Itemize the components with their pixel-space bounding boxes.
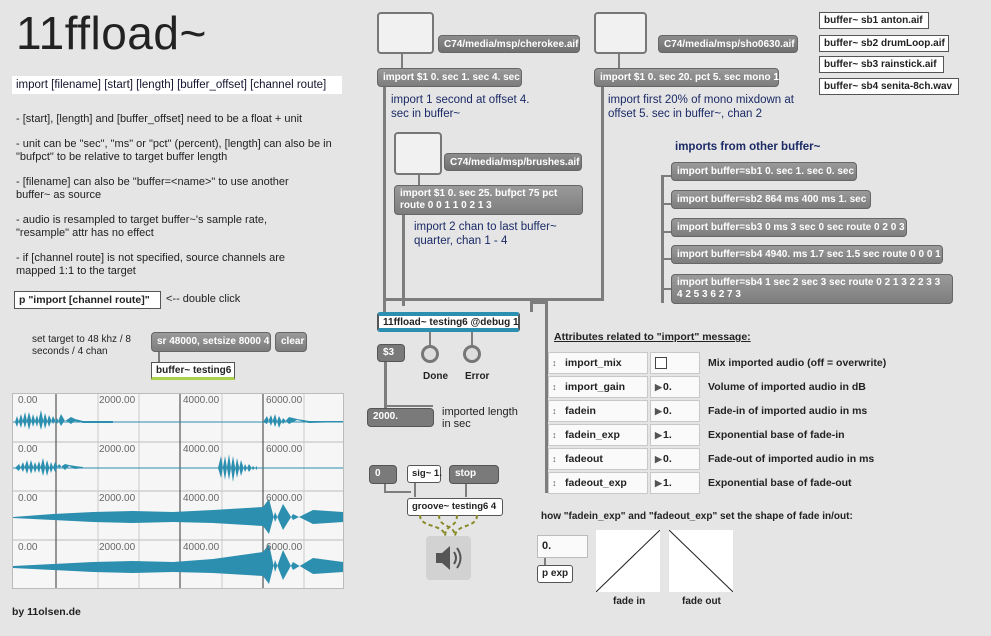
drop-file-3[interactable] (394, 132, 442, 175)
import-buffer-sb4-route[interactable]: import buffer=sb4 1 sec 2 sec 3 sec route 0 2 1 3 2 2 3 3 4 2 5 3 6 2 7 3 (671, 274, 953, 304)
file-path-2[interactable]: C74/media/msp/sho0630.aif (658, 35, 798, 53)
clear-message[interactable]: clear (275, 332, 307, 352)
wave-tick-6000-ch2: 6000.00 (266, 444, 303, 455)
error-led[interactable] (463, 345, 481, 363)
dollar-three-message[interactable]: $3 (377, 344, 405, 362)
file-path-1[interactable]: C74/media/msp/cherokee.aif (438, 35, 580, 53)
fade-in-label: fade in (613, 596, 646, 607)
buffer-testing6[interactable]: buffer~ testing6 (151, 362, 235, 380)
note-5: - if [channel route] is not specified, source channels are mapped 1:1 to the target (16, 252, 286, 277)
wave-tick-0-ch4: 0.00 (18, 542, 38, 553)
p-exp-object[interactable]: p exp (537, 565, 573, 583)
buffer-sb3[interactable]: buffer~ sb3 rainstick.aif (819, 56, 944, 73)
attr-desc-fadeout: Fade-out of imported audio in ms (708, 453, 875, 465)
attr-fadein-exp[interactable]: ↕ fadein_exp (548, 424, 648, 446)
import-buffer-sb4[interactable]: import buffer=sb4 4940. ms 1.7 sec 1.5 sec route 0 0 0 1 (671, 245, 943, 264)
imported-length-value[interactable]: 2000. (367, 408, 434, 427)
attr-fadeout[interactable]: ↕ fadeout (548, 448, 648, 470)
attr-label: fadein (565, 405, 596, 417)
drop-file-1[interactable] (377, 12, 434, 54)
fadein-number[interactable]: ▶ 0. (650, 400, 700, 422)
fade-out-label: fade out (682, 596, 721, 607)
import-mix-toggle[interactable] (650, 352, 700, 374)
wave-tick-0: 0.00 (18, 395, 38, 406)
set-target-message[interactable]: sr 48000, setsize 8000 4 (151, 332, 271, 352)
note-4: - audio is resampled to target buffer~'s sample rate, "resample" attr has no effect (16, 214, 268, 239)
footer-credit: by 11olsen.de (12, 606, 81, 618)
waveform-channels (13, 394, 343, 588)
attr-value: 0. (663, 405, 672, 417)
sig-object[interactable]: sig~ 1. (407, 465, 441, 483)
fade-out-display (669, 530, 733, 592)
import-buffer-sb2[interactable]: import buffer=sb2 864 ms 400 ms 1. sec (671, 190, 871, 209)
attr-desc-fadein: Fade-in of imported audio in ms (708, 405, 868, 417)
set-target-comment: set target to 48 khz / 8 seconds / 4 chan (32, 334, 131, 357)
wave-tick-2000: 2000.00 (99, 395, 136, 406)
wave-tick-0-ch2: 0.00 (18, 444, 38, 455)
fadeout-number[interactable]: ▶ 0. (650, 448, 700, 470)
drop-file-2[interactable] (594, 12, 647, 54)
import-message-2[interactable]: import $1 0. sec 20. pct 5. sec mono 1 (594, 68, 779, 87)
attr-desc-fadein-exp: Exponential base of fade-in (708, 429, 845, 441)
zero-message[interactable]: 0 (369, 465, 397, 484)
ffload-object[interactable]: 11ffload~ testing6 @debug 1 (377, 312, 520, 332)
attr-value: 0. (663, 381, 672, 393)
import-message-3[interactable]: import $1 0. sec 25. bufpct 75 pct route 0 0 1 1 0 2 1 3 (394, 185, 583, 215)
note-3: - [filename] can also be "buffer=<name>" to use another buffer~ as source (16, 176, 289, 201)
wave-tick-0-ch3: 0.00 (18, 493, 38, 504)
wave-tick-6000: 6000.00 (266, 395, 303, 406)
attr-label: fadein_exp (565, 429, 620, 441)
wave-tick-2000-ch4: 2000.00 (99, 542, 136, 553)
import-comment-2: import first 20% of mono mixdown at offset 5. sec in buffer~, chan 2 (608, 94, 794, 120)
buffer-sb2[interactable]: buffer~ sb2 drumLoop.aif (819, 35, 949, 52)
done-label: Done (423, 371, 448, 382)
attr-value: 1. (663, 477, 672, 489)
imported-length-comment: imported length in sec (442, 406, 518, 430)
waveform-display[interactable] (12, 393, 344, 589)
import-message-1[interactable]: import $1 0. sec 1. sec 4. sec (377, 68, 522, 87)
done-led[interactable] (421, 345, 439, 363)
import-gain-number[interactable]: ▶ 0. (650, 376, 700, 398)
speaker-icon[interactable] (426, 536, 471, 580)
wave-tick-4000-ch3: 4000.00 (183, 493, 220, 504)
attr-label: fadeout_exp (565, 477, 627, 489)
fadeout-exp-number[interactable]: ▶ 1. (650, 472, 700, 494)
attr-desc-import-gain: Volume of imported audio in dB (708, 381, 866, 393)
buffer-sb1[interactable]: buffer~ sb1 anton.aif (819, 12, 929, 29)
attr-label: import_mix (565, 357, 622, 369)
attr-fadeout-exp[interactable]: ↕ fadeout_exp (548, 472, 648, 494)
double-click-hint: <-- double click (166, 293, 241, 305)
attr-desc-import-mix: Mix imported audio (off = overwrite) (708, 357, 887, 369)
wave-tick-4000-ch4: 4000.00 (183, 542, 220, 553)
wave-tick-6000-ch4: 6000.00 (266, 542, 303, 553)
wave-tick-4000: 4000.00 (183, 395, 220, 406)
fade-in-display (596, 530, 660, 592)
fade-shape-heading: how "fadein_exp" and "fadeout_exp" set the shape of fade in/out: (541, 511, 853, 522)
wave-tick-2000-ch3: 2000.00 (99, 493, 136, 504)
attr-value: 0. (663, 453, 672, 465)
stop-message[interactable]: stop (449, 465, 499, 484)
note-2: - unit can be "sec", "ms" or "pct" (percent), [length] can also be in "bufpct" to be relative to target buffer length (16, 138, 332, 163)
syntax-comment: import [filename] [start] [length] [buffer_offset] [channel route] (12, 76, 342, 94)
buffer-sb4[interactable]: buffer~ sb4 senita-8ch.wav (819, 78, 959, 95)
attr-label: fadeout (565, 453, 603, 465)
attributes-heading: Attributes related to "import" message: (554, 331, 751, 343)
import-buffer-sb1[interactable]: import buffer=sb1 0. sec 1. sec 0. sec (671, 162, 857, 181)
import-comment-1: import 1 second at offset 4. sec in buffer~ (391, 94, 530, 120)
groove-object[interactable]: groove~ testing6 4 (407, 498, 503, 516)
note-1: - [start], [length] and [buffer_offset] need to be a float + unit (16, 113, 303, 125)
fadein-exp-number[interactable]: ▶ 1. (650, 424, 700, 446)
attr-value: 1. (663, 429, 672, 441)
attr-import-mix[interactable]: ↕ import_mix (548, 352, 648, 374)
page-title: 11ffload~ (16, 7, 207, 59)
wave-tick-6000-ch3: 6000.00 (266, 493, 303, 504)
attr-desc-fadeout-exp: Exponential base of fade-out (708, 477, 852, 489)
subpatch-channel-route[interactable]: p "import [channel route]" (14, 291, 161, 309)
attr-import-gain[interactable]: ↕ import_gain (548, 376, 648, 398)
other-buffer-heading: imports from other buffer~ (675, 141, 821, 153)
attr-label: import_gain (565, 381, 626, 393)
import-buffer-sb3[interactable]: import buffer=sb3 0 ms 3 sec 0 sec route 0 2 0 3 (671, 218, 907, 237)
exp-number-box[interactable]: 0. (537, 535, 588, 558)
wave-tick-2000-ch2: 2000.00 (99, 444, 136, 455)
error-label: Error (465, 371, 490, 382)
attr-fadein[interactable]: ↕ fadein (548, 400, 648, 422)
import-comment-3: import 2 chan to last buffer~ quarter, chan 1 - 4 (414, 221, 557, 247)
wave-tick-4000-ch2: 4000.00 (183, 444, 220, 455)
file-path-3[interactable]: C74/media/msp/brushes.aif (444, 153, 582, 171)
